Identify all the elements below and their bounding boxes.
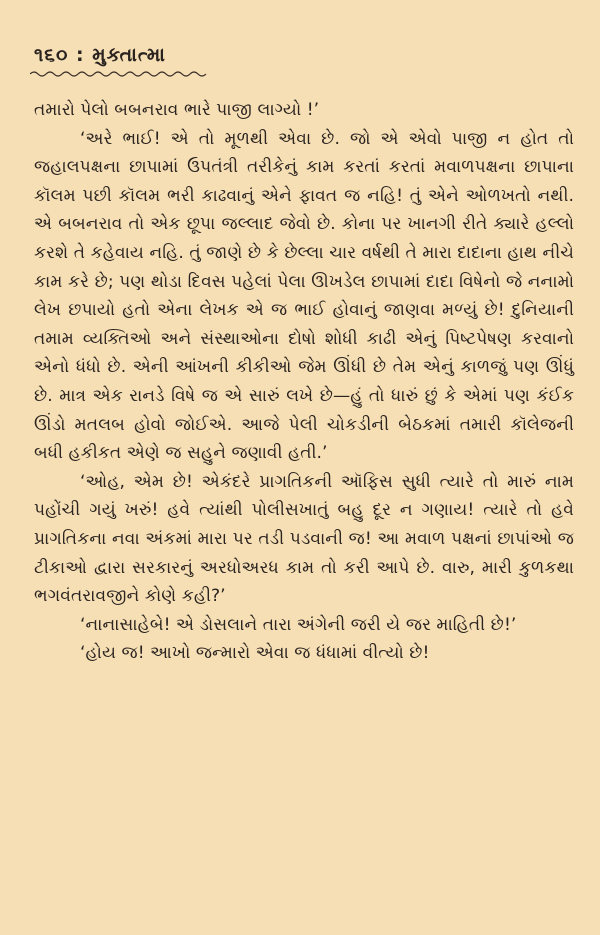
paragraph-3: ‘ઓહ, એમ છે! એકંદરે પ્રાગતિકની ઑફિસ સુધી ત્યારે તો મારું નામ પહોંચી ગયું ખરું! હવે ત્યાંથી પોલીસખાતું બહુ દૂર ન ગણાય! ત્યારે તો હવે પ્રાગતિકના નવા અંકમાં મારા પર તડી પડવાની જ! આ મવાળ પક્ષનાં છાપાંઓ જ ટીકાઓ દ્વારા સરકારનું અરધોઅરધ કામ તો કરી આપે છે. વારુ, મારી કુળકથા ભગવંતરાવજીને કોણે કહી?’ (34, 471, 574, 607)
wavy-header-rule (30, 70, 210, 78)
page-header (34, 44, 166, 66)
body-text (34, 96, 574, 668)
paragraph-2: ‘અરે ભાઈ! એ તો મૂળથી એવા છે. જો એ એવો પાજી ન હોત તો જહાલપક્ષના છાપામાં ઉપતંત્રી તરીકેનું કામ કરતાં કરતાં મવાળપક્ષના છાપાના કૉલમ પછી કૉલમ ભરી કાઢવાનું એને ફાવત જ નહિ! તું એને ઓળખતો નથી. એ બબનરાવ તો એક છૂપા જલ્લાદ જેવો છે. કોના પર ખાનગી રીતે ક્યારે હલ્લો કરશે તે કહેવાય નહિ. તું જાણે છે કે છેલ્લા ચાર વર્ષથી તે મારા દાદાના હાથ નીચે કામ કરે છે; પણ થોડા દિવસ પહેલાં પેલા ઊખડેલ છાપામાં દાદા વિષેનો જે નનામો લેખ છપાયો હતો એના લેખક એ જ ભાઈ હોવાનું જાણવા મળ્યું છે! દુનિયાની તમામ વ્યક્તિઓ અને સંસ્થાઓના દોષો શોધી કાઢી એનું પિષ્ટપેષણ કરવાનો એનો ધંધો છે. એની આંખની કીકીઓ જેમ ઊંધી છે તેમ એનું કાળજું પણ ઊંધું છે. માત્ર એક રાનડે વિષે જ એ સારું લખે છે—હું તો ધારું છું કે એમાં પણ કંઈક ઊંડો મતલબ હોવો જોઈએ. આજે પેલી ચોકડીની બેઠકમાં તમારી કૉલેજની બધી હકીકત એણે જ સહુને જણાવી હતી.’ (34, 128, 574, 464)
page-number: ૧૬૦ (34, 44, 69, 66)
paragraph-4: ‘નાનાસાહેબે! એ ડોસલાને તારા અંગેની જરી યે જર માહિતી છે!’ (80, 614, 517, 635)
book-title: મુક્તાત્મા (92, 44, 166, 66)
paragraph-1: તમારો પેલો બબનરાવ ભારે પાજી લાગ્યો !’ (34, 100, 320, 120)
header-separator: : (76, 44, 85, 66)
paragraph-5: ‘હોય જ! આખો જન્મારો એવા જ ધંધામાં વીત્યો છે! (80, 643, 430, 664)
